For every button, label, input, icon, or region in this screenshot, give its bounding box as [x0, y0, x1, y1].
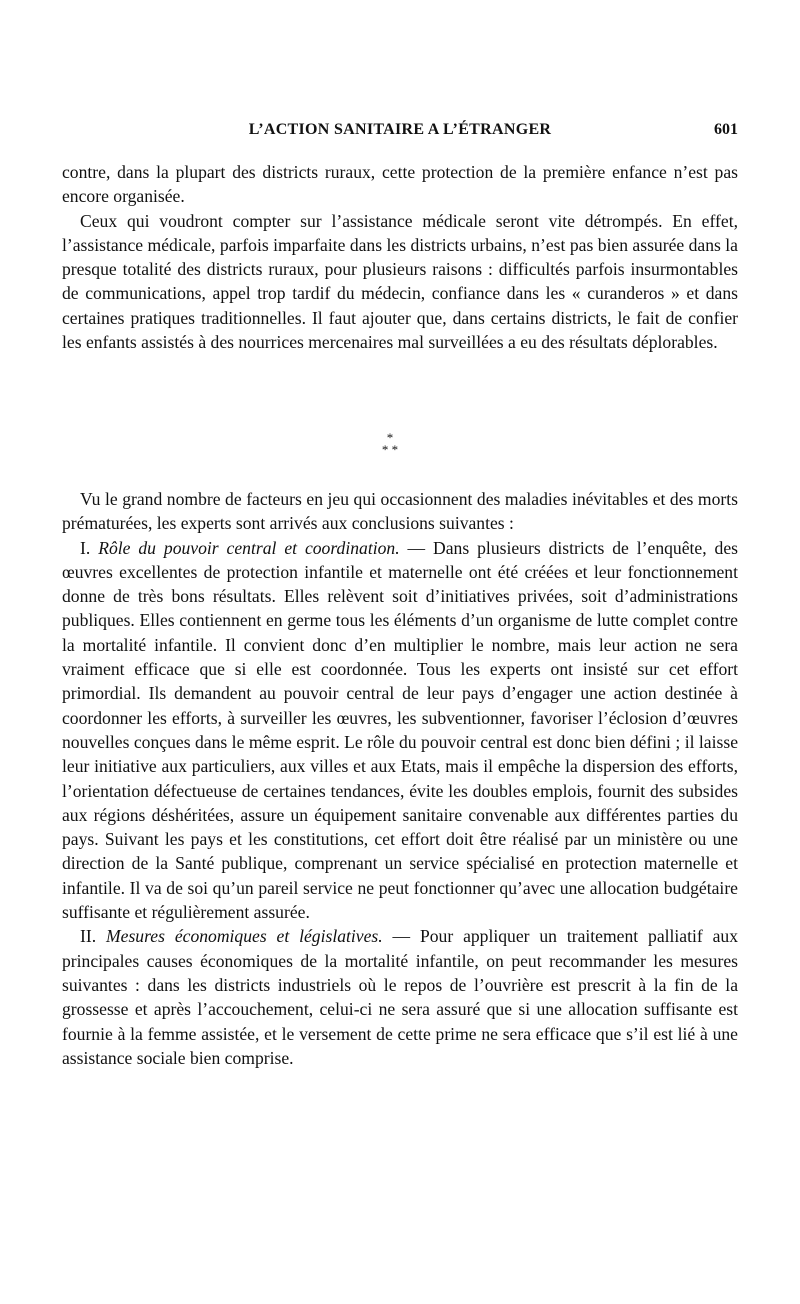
paragraph-continuation: contre, dans la plupart des districts ruraux, cette protection de la première enfance n’est pas encore organisée.	[62, 162, 738, 207]
paragraph-intro: Vu le grand nombre de facteurs en jeu qui occasionnent des maladies inévitables et des morts prématurées, les experts sont arrivés aux conclusions suivantes :	[62, 489, 738, 534]
paragraph-medical-assistance: Ceux qui voudront compter sur l’assistance médicale seront vite détrompés. En effet, l’assistance médicale, parfois imparfaite dans les districts urbains, n’est pas bien assurée dans la presque totalité des districts ruraux, pour plusieurs raisons : difficultés parfois insurmontables de communications, appel trop tardif du médecin, confiance dans les « curanderos » et dans certaines pratiques traditionnelles. Il faut ajouter que, dans certains districts, le fait de confier les enfants assistés à des nourrices mercenaires mal surveillées a eu des résultats déplorables.	[62, 210, 738, 353]
paragraph-section-1	[62, 536, 738, 925]
section-2-title: Mesures économiques et législatives.	[106, 926, 383, 947]
section-1-text: — Dans plusieurs districts de l’enquête, des œuvres excellentes de protection infantile et maternelle ont été créées et leur fonctionnement donne de très bons résultats. Elles relèvent soit d’initiatives privées, soit d’administrations publiques. Elles contiennent en germe tous les éléments d’un organisme de lutte complet contre la mortalité infantile. Il convient donc d’en multiplier le nombre, mais leur action ne sera vraiment efficace que si elle est coordonnée. Tous les experts ont insisté sur cet effort primordial. Ils demandent au pouvoir central de leur pays d’engager une action destinée à coordonner les efforts, à surveiller les œuvres, les subventionner, favoriser l’éclosion d’œuvres nouvelles conçues dans le même esprit. Le rôle du pouvoir central est donc bien défini ; il laisse leur initiative aux particuliers, aux villes et aux Etats, mais il empêche la dispersion des efforts, l’orientation défectueuse de certaines tendances, évite les doubles emplois, fournit des subsides aux régions déshéritées, assure un équipement sanitaire convenable aux différentes parties du pays. Suivant les pays et les constitutions, cet effort doit être réalisé par un ministère ou une direction de la Santé publique, comprenant un service spécialisé en protection maternelle et infantile. Il va de soi qu’un pareil service ne peut fonctionner qu’avec une allocation budgétaire suffisante et régulièrement assurée.	[62, 537, 738, 923]
page-header	[62, 121, 738, 143]
paragraph-section-2	[62, 924, 738, 1070]
running-title: L’ACTION SANITAIRE A L’ÉTRANGER	[248, 121, 552, 138]
section-1-number: I.	[80, 537, 91, 558]
asterism-bottom: * *	[381, 442, 399, 457]
asterism-top: *	[386, 430, 394, 445]
section-separator	[370, 432, 410, 462]
text-block-bottom	[62, 487, 738, 1070]
page-number: 601	[714, 121, 738, 138]
section-2-text: — Pour appliquer un traitement palliatif aux principales causes économiques de la mortalité infantile, on peut recommander les mesures suivantes : dans les districts industriels où le repos de l’ouvrière est prescrit à la fin de la grossesse et après l’accouchement, celui-ci ne sera assuré que si une allocation suffisante est fournie à la femme assistée, et le versement de cette prime ne sera efficace que s’il est lié à une assistance sociale bien comprise.	[62, 926, 738, 1068]
text-block-top	[62, 160, 738, 354]
section-2-number: II.	[80, 926, 97, 947]
section-1-title: Rôle du pouvoir central et coordination.	[98, 537, 400, 558]
